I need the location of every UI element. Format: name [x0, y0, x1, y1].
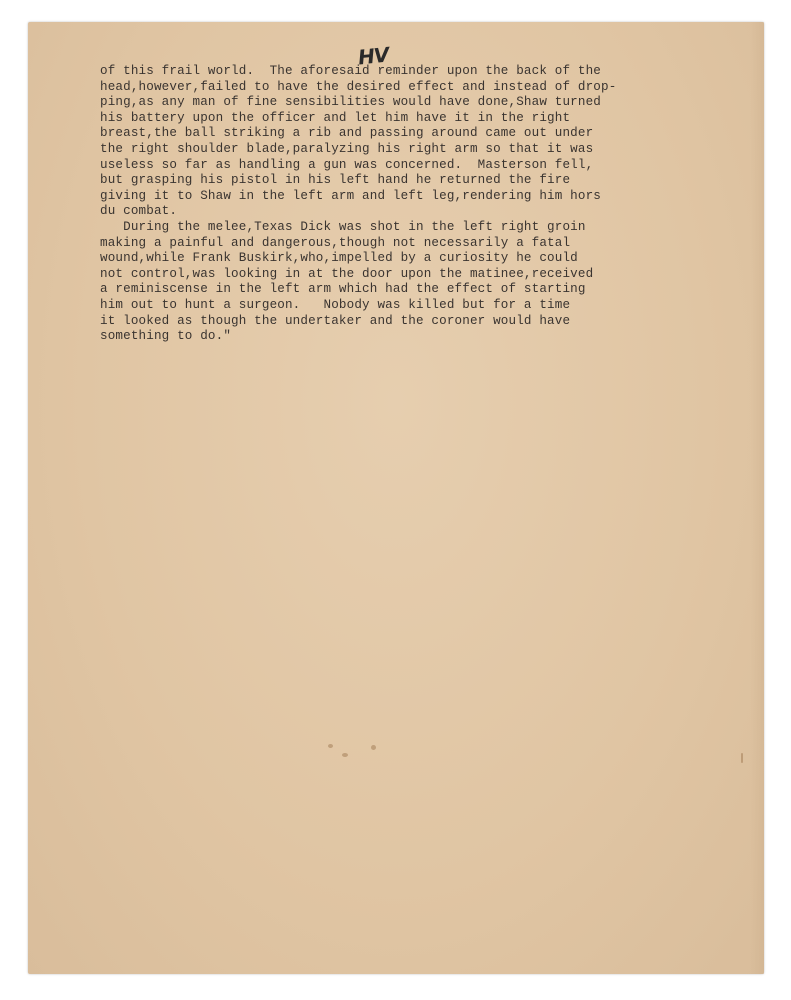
typed-text-body	[100, 64, 730, 345]
text-line: ping,as any man of fine sensibilities would have done,Shaw turned	[100, 95, 601, 110]
text-line: him out to hunt a surgeon. Nobody was killed but for a time	[100, 297, 571, 312]
paper-stain	[741, 753, 743, 763]
text-line: du combat.	[100, 204, 178, 219]
paper-stain	[328, 744, 333, 748]
handwritten-initials: HV	[356, 42, 390, 70]
typed-page	[28, 22, 764, 974]
text-line: the right shoulder blade,paralyzing his right arm so that it was	[100, 141, 594, 156]
text-line: useless so far as handling a gun was concerned. Masterson fell,	[100, 157, 594, 172]
text-line: something to do."	[100, 329, 232, 344]
text-line: head,however,failed to have the desired effect and instead of drop-	[100, 79, 617, 94]
paper-stain	[342, 753, 348, 757]
text-line: but grasping his pistol in his left hand he returned the fire	[100, 173, 571, 188]
text-line: breast,the ball striking a rib and passing around came out under	[100, 126, 594, 141]
text-line: it looked as though the undertaker and the coroner would have	[100, 313, 571, 328]
text-line: During the melee,Texas Dick was shot in the left right groin	[100, 219, 586, 234]
text-line: not control,was looking in at the door upon the matinee,received	[100, 266, 594, 281]
text-line: making a painful and dangerous,though not necessarily a fatal	[100, 235, 571, 250]
paper-stain	[371, 745, 376, 750]
text-line: a reminiscense in the left arm which had the effect of starting	[100, 282, 586, 297]
text-line: wound,while Frank Buskirk,who,impelled by a curiosity he could	[100, 251, 578, 266]
text-line: his battery upon the officer and let him have it in the right	[100, 110, 571, 125]
text-line: giving it to Shaw in the left arm and left leg,rendering him hors	[100, 188, 601, 203]
text-line: of this frail world. The aforesaid reminder upon the back of the	[100, 64, 601, 78]
